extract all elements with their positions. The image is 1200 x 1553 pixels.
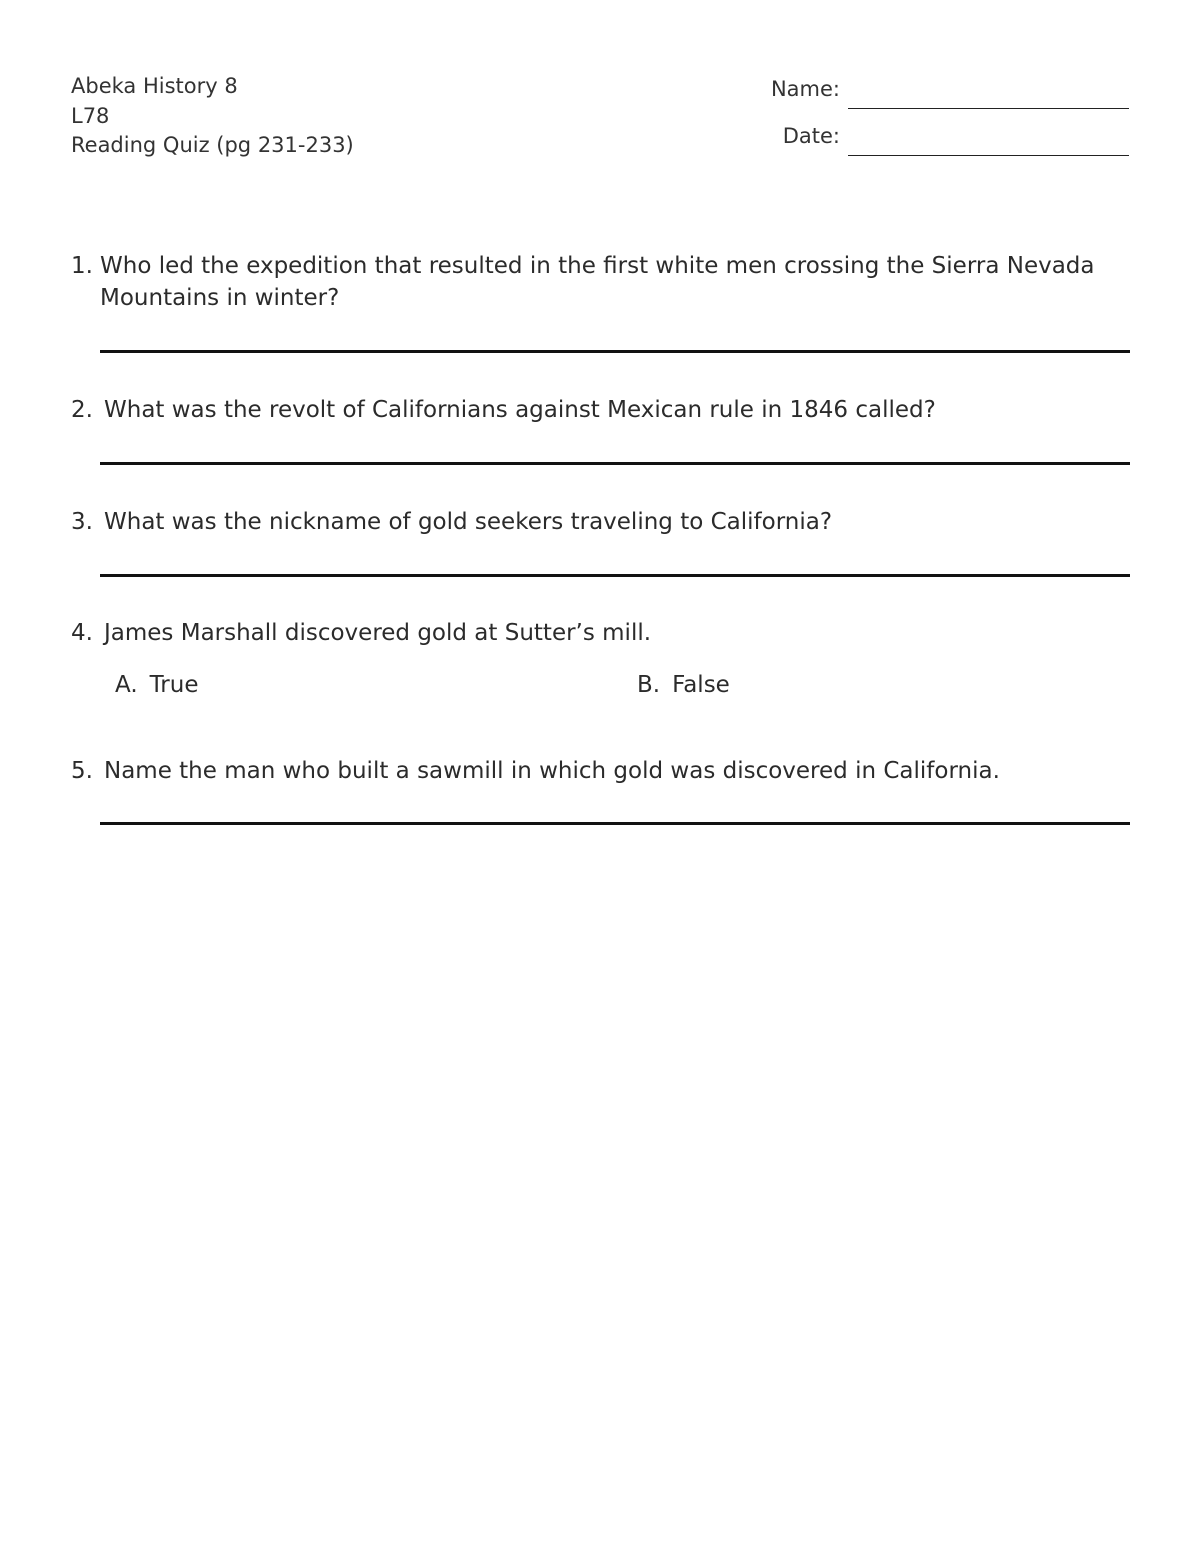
quiz-title: Reading Quiz (pg 231-233) [71, 133, 354, 157]
option-a[interactable] [115, 669, 199, 701]
question-number: 5. [71, 758, 93, 784]
date-label: Date: [782, 124, 840, 148]
option-letter: A. [115, 672, 138, 698]
question-number: 2. [71, 397, 93, 423]
option-label: False [672, 672, 730, 698]
name-label: Name: [770, 77, 840, 101]
question-1 [71, 250, 1131, 314]
question-text: What was the nickname of gold seekers traveling to California? [104, 509, 833, 535]
date-blank[interactable] [848, 124, 1129, 156]
answer-line-5[interactable] [100, 822, 1130, 825]
answer-line-3[interactable] [100, 574, 1130, 577]
question-number: 1. [71, 253, 93, 279]
answer-line-1[interactable] [100, 350, 1130, 353]
question-4 [71, 617, 1131, 649]
question-3 [71, 506, 1131, 538]
option-label: True [149, 672, 199, 698]
option-letter: B. [637, 672, 661, 698]
lesson-number: L78 [71, 103, 110, 128]
question-text: James Marshall discovered gold at Sutter’s mill. [104, 620, 652, 646]
question-text: What was the revolt of Californians against Mexican rule in 1846 called? [104, 397, 936, 423]
answer-line-2[interactable] [100, 462, 1130, 465]
question-2 [71, 394, 1131, 426]
question-5 [71, 755, 1131, 787]
name-blank[interactable] [848, 77, 1129, 109]
question-text: Name the man who built a sawmill in which gold was discovered in California. [104, 758, 1000, 784]
name-field [0, 77, 1200, 107]
date-field [0, 124, 1200, 154]
question-text: Who led the expedition that resulted in the first white men crossing the Sierra Nevada Mountains in winter? [100, 253, 1095, 311]
question-number: 4. [71, 620, 93, 646]
course-name: Abeka History 8 [71, 74, 238, 98]
question-number: 3. [71, 509, 93, 535]
option-b[interactable] [637, 669, 730, 701]
